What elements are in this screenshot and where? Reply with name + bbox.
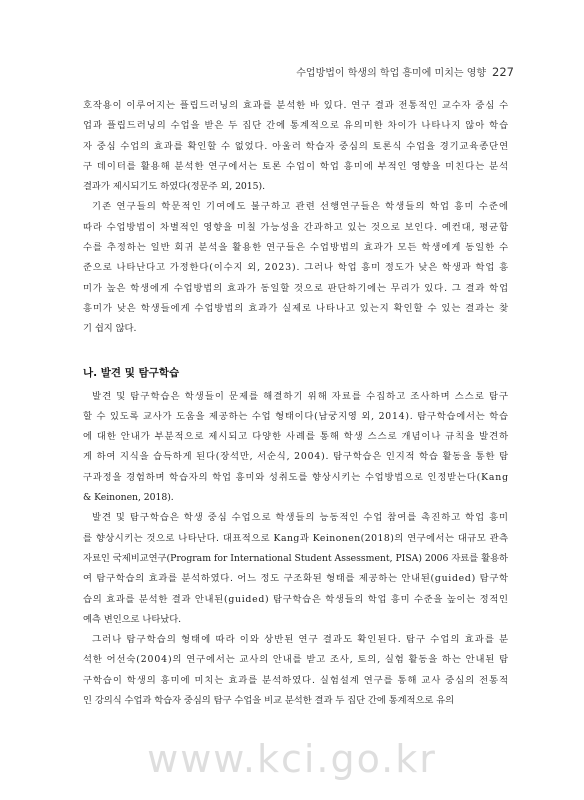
paragraph (83, 508, 508, 630)
text-line: 습의 효과를 분석한 결과 안내된(guided) 탐구학습은 학생들의 학업 흥미 수준을 높이는 정적인 (83, 593, 509, 605)
text-line: 자 중심 수업의 효과를 확인할 수 없었다. 아울러 학습자 중심의 토론식 수업을 경기교육종단연 (83, 140, 509, 152)
text-line: 준으로 나타난다고 가정한다(이수지 외, 2023). 그러나 학업 흥미 정도가 낮은 학생과 학업 흥 (83, 262, 509, 274)
running-title: 수업방법이 학생의 학업 흥미에 미치는 영향 (296, 68, 487, 79)
paragraph (83, 96, 508, 197)
text-line: 를 향상시키는 것으로 나타난다. 대표적으로 Kang과 Keinonen(2018)의 연구에서는 대규모 관측 (83, 532, 509, 544)
text-line: 석한 어선숙(2004)의 연구에서는 교사의 안내를 받고 조사, 토의, 실험 활동을 하는 안내된 탐 (83, 654, 509, 666)
text-line: 그러나 탐구학습의 형태에 따라 이와 상반된 연구 결과도 확인된다. 탐구 수업의 효과를 분 (92, 634, 510, 646)
text-line: 게 하여 지식을 습득하게 된다(장석만, 서순식, 2004). 탐구학습은 인지적 학습 활동을 통한 탐 (83, 451, 509, 463)
text-line: 호작용이 이루어지는 플립드러닝의 효과를 분석한 바 있다. 연구 결과 전통적인 교수자 중심 수 (83, 100, 509, 111)
paragraph (83, 387, 508, 509)
text-line: 발견 및 탐구학습은 학생 중심 수업으로 학생들의 능동적인 수업 참여를 촉진하고 학업 흥미 (92, 512, 510, 524)
text-line: 기존 연구들의 학문적인 기여에도 불구하고 관련 선행연구들은 학생들의 학업 흥미 수준에 (92, 201, 510, 213)
text-line: 따라 수업방법이 차별적인 영향을 미칠 가능성을 간과하고 있는 것으로 보인다. 예컨대, 평균함 (83, 221, 509, 233)
text-line: 에 대한 안내가 부분적으로 제시되고 다양한 사례를 통해 학생 스스로 개념이나 규칙을 발견하 (83, 431, 510, 443)
text-line: & Keinonen, 2018). (83, 492, 174, 504)
text-line: 구과정을 경험하며 학습자의 학업 흥미와 성취도를 향상시키는 수업방법으로 인정받는다(Kang (83, 471, 509, 483)
page-number: 227 (492, 65, 514, 79)
text-line: 구학습이 학생의 흥미에 미치는 효과를 분석하였다. 실험설계 연구를 통해 교사 중심의 전통적 (83, 674, 510, 686)
text-line: 인 강의식 수업과 학습자 중심의 탐구 수업을 비교 분석한 결과 두 집단 간에 통계적으로 유의 (83, 695, 455, 707)
text-line: 자료인 국제비교연구(Program for International Student Assessment, PISA) 2006 자료를 활용하 (83, 552, 509, 564)
paragraphs-top (83, 96, 508, 340)
text-line: 예측 변인으로 나타났다. (83, 613, 182, 625)
text-line: 흥미가 낮은 학생들에게 수업방법의 효과가 실제로 나타나고 있는지 확인할 수 있는 결과는 찾 (83, 302, 510, 314)
running-header (296, 64, 514, 79)
text-line: 여 탐구학습의 효과를 분석하였다. 어느 정도 구조화된 형태를 제공하는 안내된(guided) 탐구학 (83, 573, 509, 585)
text-line: 발견 및 탐구학습은 학생들이 문제를 해결하기 위해 자료를 수집하고 조사하며 스스로 탐구 (92, 390, 510, 402)
text-line: 업과 플립드러닝의 수업을 받은 두 집단 간에 통계적으로 유의미한 차이가 나타나지 않아 학습 (83, 120, 510, 132)
text-line: 할 수 있도록 교사가 도움을 제공하는 수업 형태이다(남궁지영 외, 2014). 탐구학습에서는 학습 (83, 410, 509, 422)
text-line: 미가 높은 학생에게 수업방법의 효과가 동일할 것으로 판단하기에는 무리가 있다. 그 결과 학업 (83, 282, 509, 294)
text-line: 구 데이터를 활용해 분석한 연구에서는 토론 수업이 학업 흥미에 부적인 영향을 미친다는 분석 (83, 160, 510, 172)
text-line: 결과가 제시되기도 하였다(정문주 외, 2015). (83, 181, 266, 193)
watermark: www.kci.go.kr (147, 737, 437, 781)
paragraph (83, 630, 508, 711)
paragraphs-bottom (83, 387, 508, 712)
text-line: 기 쉽지 않다. (83, 323, 137, 335)
article-body (83, 96, 508, 711)
paragraph (83, 197, 508, 339)
section-title: 나. 발견 및 탐구학습 (83, 366, 180, 379)
text-line: 수를 추정하는 일반 회귀 분석을 활용한 연구들은 수업방법의 효과가 모든 학생에게 동일한 수 (83, 242, 510, 254)
